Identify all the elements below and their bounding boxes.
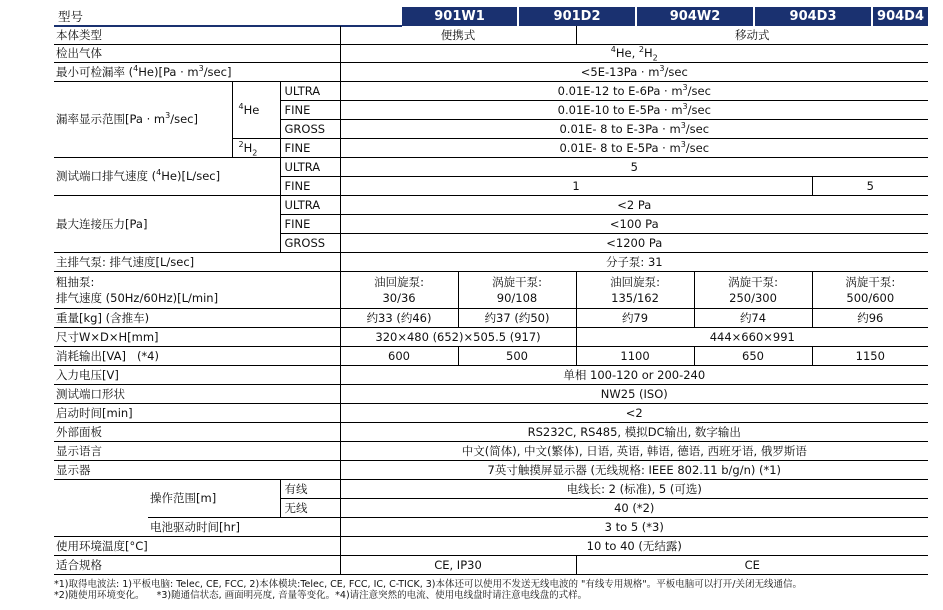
port-value: NW25 (ISO) xyxy=(340,384,928,403)
body-type-portable: 便携式 xyxy=(340,26,576,44)
max-pressure-label: 最大连接压力[Pa] xyxy=(54,195,280,252)
power-901D2: 500 xyxy=(458,346,576,365)
voltage-label: 入力电压[V] xyxy=(56,367,119,382)
language-label: 显示语言 xyxy=(56,443,102,458)
header-row xyxy=(54,7,928,26)
power-901W1: 600 xyxy=(340,346,458,365)
model-header-label: 型号 xyxy=(54,7,401,26)
dims-label: 尺寸W×D×H[mm] xyxy=(56,329,159,344)
power-904W2: 1100 xyxy=(576,346,694,365)
leak-range-fine-val: 0.01E-10 to $E-5Pa \cdot m^3/\sec$ xyxy=(340,100,928,119)
leak-range-gross-val: 0.01E- 8 to $E-3Pa \cdot m^3/\sec$ xyxy=(340,119,928,138)
startup-label: 启动时间[min] xyxy=(56,405,133,420)
spec-grid xyxy=(54,26,928,575)
dims-mobile: 444×660×991 xyxy=(576,327,928,346)
model-901D2: 901D2 xyxy=(518,7,636,26)
max-pressure-ultra: ULTRA xyxy=(280,195,340,214)
rough-pump-label: 粗抽泵: 排气速度 (50Hz/60Hz)[L/min] xyxy=(56,274,219,305)
voltage-value: 单相 100-120 or 200-240 xyxy=(340,365,928,384)
pump-speed-fine: FINE xyxy=(280,176,340,195)
weight-901D2: 约37 (约50) xyxy=(458,308,576,327)
weight-904W2: 约79 xyxy=(576,308,694,327)
power-label: 消耗输出[VA] (*4) xyxy=(56,348,159,363)
footnote-1: *1)取得电波法: 1)平板电脑: Telec, CE, FCC, 2)本体模块:Telec, CE, FCC, IC, C-TICK, 3)本体还可以使用不发送无线电波的 "有线专用规格"。平板电脑可以打开/关闭无线通信。 xyxy=(54,579,802,590)
model-904W2: 904W2 xyxy=(636,7,754,26)
footnote-2: *2)随使用环境变化。 *3)随通信状态, 画面明亮度, 音量等变化。*4)请注意突然的电流、使用电线盘时请注意电线盘的式样。 xyxy=(54,590,588,601)
wired-value: 电线长: 2 (标准), 5 (可选) xyxy=(340,480,928,499)
dims-portable: 320×480 (652)×505.5 (917) xyxy=(340,327,576,346)
battery-label: 电池驱动时间[hr] xyxy=(150,519,240,534)
rough-pump-904D3: 涡旋干泵: 250/300 xyxy=(694,271,812,308)
pump-speed-ultra: ULTRA xyxy=(280,157,340,176)
spec-table xyxy=(54,7,928,27)
body-type-label: 本体类型 xyxy=(56,27,102,42)
leak-range-h2-fine-val: 0.01E- 8 to $E-5Pa \cdot m^3/\sec$ xyxy=(340,138,928,157)
body-type-mobile: 移动式 xyxy=(576,26,928,44)
pump-speed-fine-val-a: 1 xyxy=(340,176,812,195)
startup-value: <2 xyxy=(340,403,928,422)
main-pump-label: 主排气泵: 排气速度[L/sec] xyxy=(56,254,195,269)
main-pump-value: 分子泵: 31 xyxy=(340,252,928,271)
display-label: 显示器 xyxy=(56,462,91,477)
leak-range-h2: $^2H_2$ xyxy=(232,138,280,157)
min-leak-value: $<5E-13Pa \cdot m^3/\sec$ xyxy=(340,63,928,82)
standards-portable: CE, IP30 xyxy=(340,555,576,574)
op-range-label: 操作范围[m] xyxy=(148,480,280,518)
battery-value: 3 to 5 (*3) xyxy=(340,517,928,536)
ext-panel-value: RS232C, RS485, 模拟DC输出, 数字输出 xyxy=(340,422,928,441)
min-leak-label: 最小可检漏率 $(^4He)[Pa \cdot m^3/\sec]$ xyxy=(56,64,232,79)
language-value: 中文(简体), 中文(繁体), 日语, 英语, 韩语, 德语, 西班牙语, 俄罗斯语 xyxy=(340,441,928,460)
model-904D3: 904D3 xyxy=(754,7,872,26)
leak-range-he: $^4$He xyxy=(232,81,280,138)
wired-label: 有线 xyxy=(280,480,340,499)
pump-speed-ultra-val: 5 xyxy=(340,157,928,176)
rough-pump-904W2: 油回旋泵: 135/162 xyxy=(576,271,694,308)
leak-range-label: 漏率显示范围$[Pa \cdot m^3/\sec]$ xyxy=(54,81,232,157)
max-pressure-ultra-val: <2 Pa xyxy=(340,195,928,214)
weight-904D4: 约96 xyxy=(812,308,928,327)
display-value: 7英寸触摸屏显示器 (无线规格: IEEE 802.11 b/g/n) (*1) xyxy=(340,460,928,479)
env-temp-value: 10 to 40 (无结露) xyxy=(340,537,928,556)
pump-speed-label: 测试端口排气速度 ($^4$He)[L/sec] xyxy=(54,157,280,195)
rough-pump-901D2: 涡旋干泵: 90/108 xyxy=(458,271,576,308)
leak-range-ultra-val: 0.01E-12 to $E-6Pa \cdot m^3/\sec$ xyxy=(340,81,928,100)
standards-label: 适合规格 xyxy=(56,557,102,572)
model-904D4: 904D4 xyxy=(872,7,928,26)
rough-pump-901W1: 油回旋泵: 30/36 xyxy=(340,271,458,308)
model-901W1: 901W1 xyxy=(401,7,518,26)
power-904D4: 1150 xyxy=(812,346,928,365)
port-label: 测试端口形状 xyxy=(56,386,125,401)
max-pressure-gross-val: <1200 Pa xyxy=(340,233,928,252)
wireless-value: 40 (*2) xyxy=(340,498,928,517)
leak-range-h2-fine: FINE xyxy=(280,138,340,157)
max-pressure-gross: GROSS xyxy=(280,233,340,252)
weight-label: 重量[kg] (含推车) xyxy=(56,310,150,325)
standards-mobile: CE xyxy=(576,555,928,574)
leak-range-fine: FINE xyxy=(280,100,340,119)
env-temp-label: 使用环境温度[°C] xyxy=(56,538,148,553)
weight-901W1: 约33 (约46) xyxy=(340,308,458,327)
leak-range-ultra: ULTRA xyxy=(280,81,340,100)
leak-range-gross: GROSS xyxy=(280,119,340,138)
max-pressure-fine-val: <100 Pa xyxy=(340,214,928,233)
display-spacer xyxy=(54,480,148,537)
power-904D3: 650 xyxy=(694,346,812,365)
wireless-label: 无线 xyxy=(280,498,340,517)
rough-pump-904D4: 涡旋干泵: 500/600 xyxy=(812,271,928,308)
weight-904D3: 约74 xyxy=(694,308,812,327)
pump-speed-fine-val-b: 5 xyxy=(812,176,928,195)
ext-panel-label: 外部面板 xyxy=(56,424,102,439)
max-pressure-fine: FINE xyxy=(280,214,340,233)
detect-gas-label: 检出气体 xyxy=(56,46,102,61)
detect-gas-value: $^4$He, $^2H_2$ xyxy=(340,44,928,63)
footnotes xyxy=(54,579,802,601)
